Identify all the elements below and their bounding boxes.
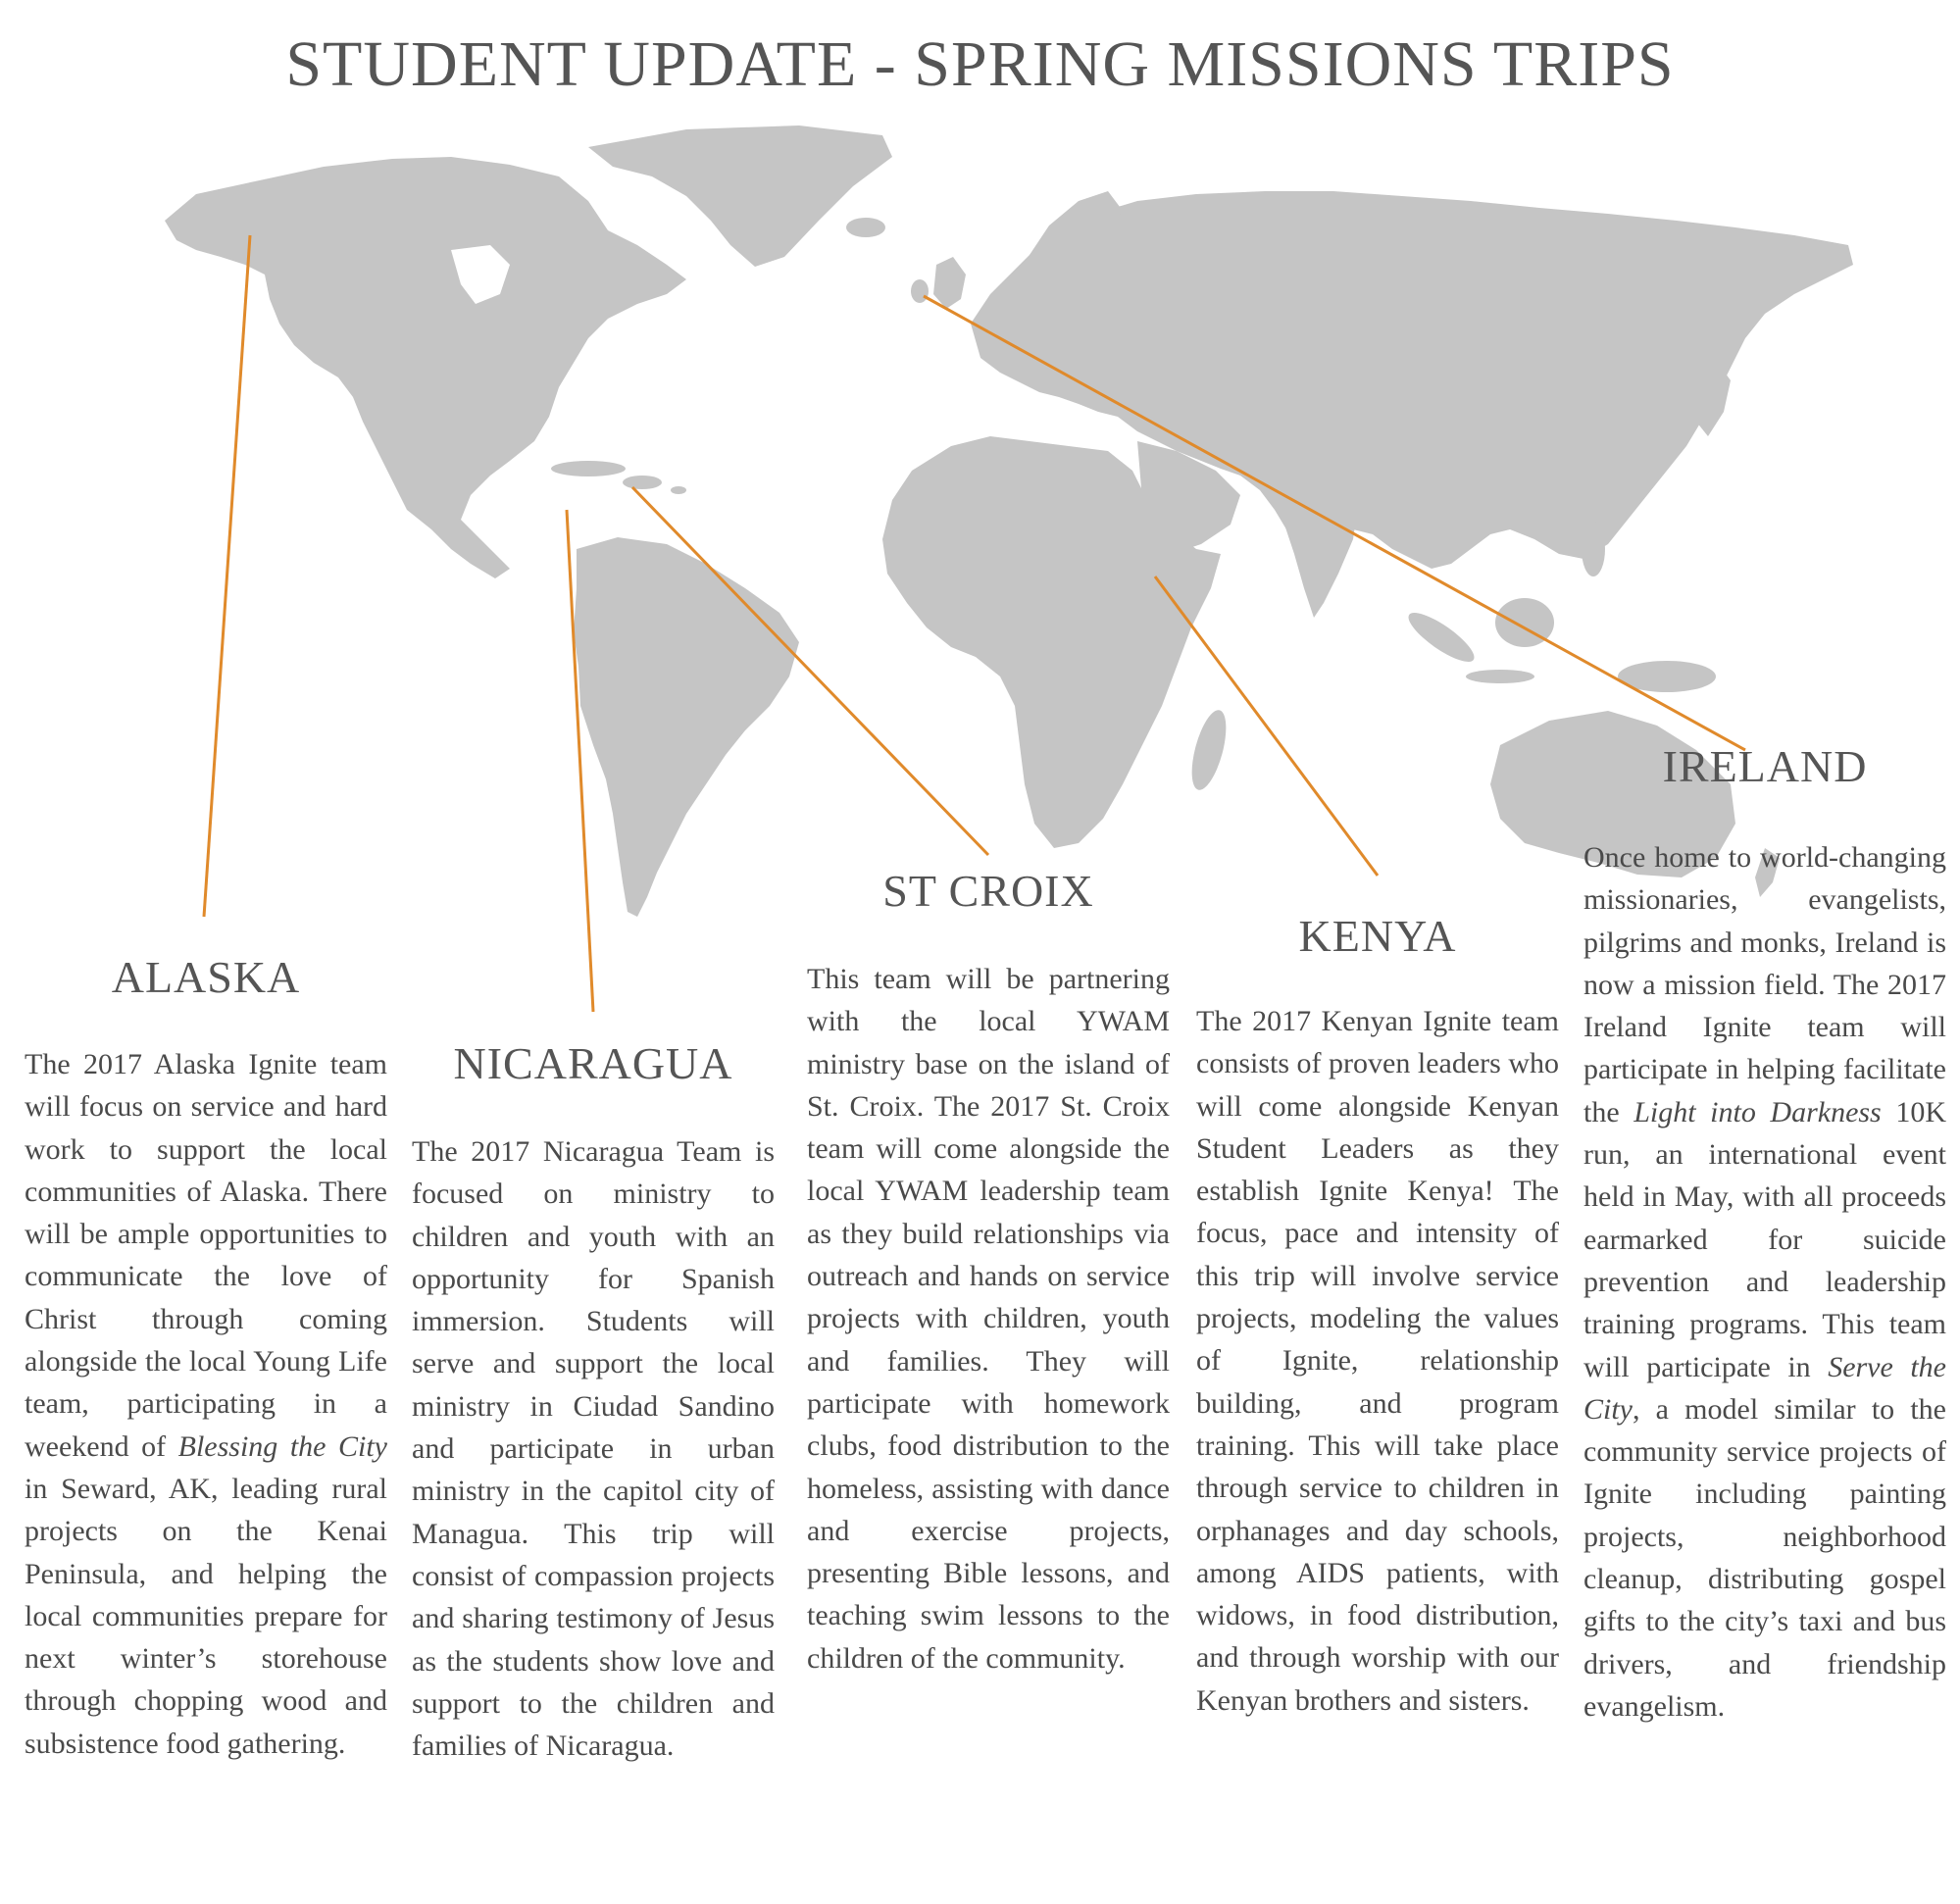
java-shape <box>1466 670 1534 683</box>
ireland-body <box>1583 836 1946 1728</box>
kenya-leader-line <box>1155 576 1378 876</box>
kenya-heading: KENYA <box>1298 911 1457 961</box>
philippines-shape <box>1582 522 1605 576</box>
ireland-body-emphasis-1: Light into Darkness <box>1633 1095 1882 1128</box>
north-america-shape <box>165 157 686 578</box>
nicaragua-body: The 2017 Nicaragua Team is focused on ministry to children and youth with an opportunity for Spanish immersion. Students will serve and support the local ministry in Ciudad Sandino and participate in urban ministry in the capitol city of Managua. This trip will consist of compassion projects and sharing testimony of Jesus as the students show love and support to the children and families of Nicaragua. <box>412 1135 775 1763</box>
cuba-shape <box>551 461 626 476</box>
stcroix-heading: ST CROIX <box>882 866 1094 916</box>
hispaniola-shape <box>623 476 662 489</box>
stcroix-body: This team will be partnering with the local YWAM ministry base on the island of St. Croix. The 2017 St. Croix team will come alongside the local YWAM leadership team as they build relationships via outreach and hands on service projects with children, youth and families. They will participate with homework clubs, food distribution to the homeless, assisting with dance and exercise projects, presenting Bible lessons, and teaching swim lessons to the children of the community. <box>807 963 1170 1675</box>
south-america-shape <box>574 537 799 917</box>
britain-shape <box>933 257 966 309</box>
ireland-body-emphasis-2: Serve the City <box>1583 1350 1946 1426</box>
page-title: STUDENT UPDATE - SPRING MISSIONS TRIPS <box>285 28 1675 100</box>
india-shape <box>1284 490 1358 618</box>
ireland-body-part3: , a model similar to the community service projects of Ignite including painting projects, neighborhood cleanup, distributing gospel gifts to the city’s taxi and bus drivers, and friendship evangelism. <box>1583 1392 1946 1723</box>
ireland-body-part2: 10K run, an international event held in May, with all proceeds earmarked for suicide prevention and leadership training programs. This team will participate in <box>1583 1095 1946 1383</box>
alaska-body-emphasis: Blessing the City <box>177 1429 387 1463</box>
nicaragua-heading: NICARAGUA <box>453 1038 733 1088</box>
alaska-body-part1: The 2017 Alaska Ignite team will focus on service and hard work to support the local communities of Alaska. There will be ample opportunities to communicate the love of Christ through coming alongside the local Young Life team, participating in a weekend of <box>25 1048 387 1463</box>
iceland-shape <box>846 218 885 237</box>
alaska-heading: ALASKA <box>111 952 301 1002</box>
alaska-leader-line <box>204 235 250 917</box>
madagascar-shape <box>1185 707 1233 793</box>
ireland-island-shape <box>911 279 929 303</box>
alaska-body-part2: in Seward, AK, leading rural projects on the Kenai Peninsula, and helping the local communities prepare for next winter’s storehouse through chopping wood and subsistence food gathering. <box>25 1472 387 1760</box>
ireland-heading: IRELAND <box>1662 741 1868 791</box>
alaska-body <box>25 1043 387 1765</box>
map-land <box>165 125 1853 917</box>
caribbean-island-shape <box>671 486 686 494</box>
kenya-body: The 2017 Kenyan Ignite team consists of proven leaders who will come alongside Kenyan Student Leaders as they establish Ignite Kenya! The focus, pace and intensity of this trip will involve service projects, modeling the values of Ignite, relationship building, and program training. This will take place through service to children in orphanages and day schools, among AIDS patients, with widows, in food distribution, and through worship with our Kenyan brothers and sisters. <box>1196 1005 1559 1717</box>
sumatra-shape <box>1402 605 1480 670</box>
ireland-body-part1: Once home to world-changing missionaries, evangelists, pilgrims and monks, Ireland is now a mission field. The 2017 Ireland Ignite team will participate in helping facilitate the <box>1583 841 1946 1128</box>
